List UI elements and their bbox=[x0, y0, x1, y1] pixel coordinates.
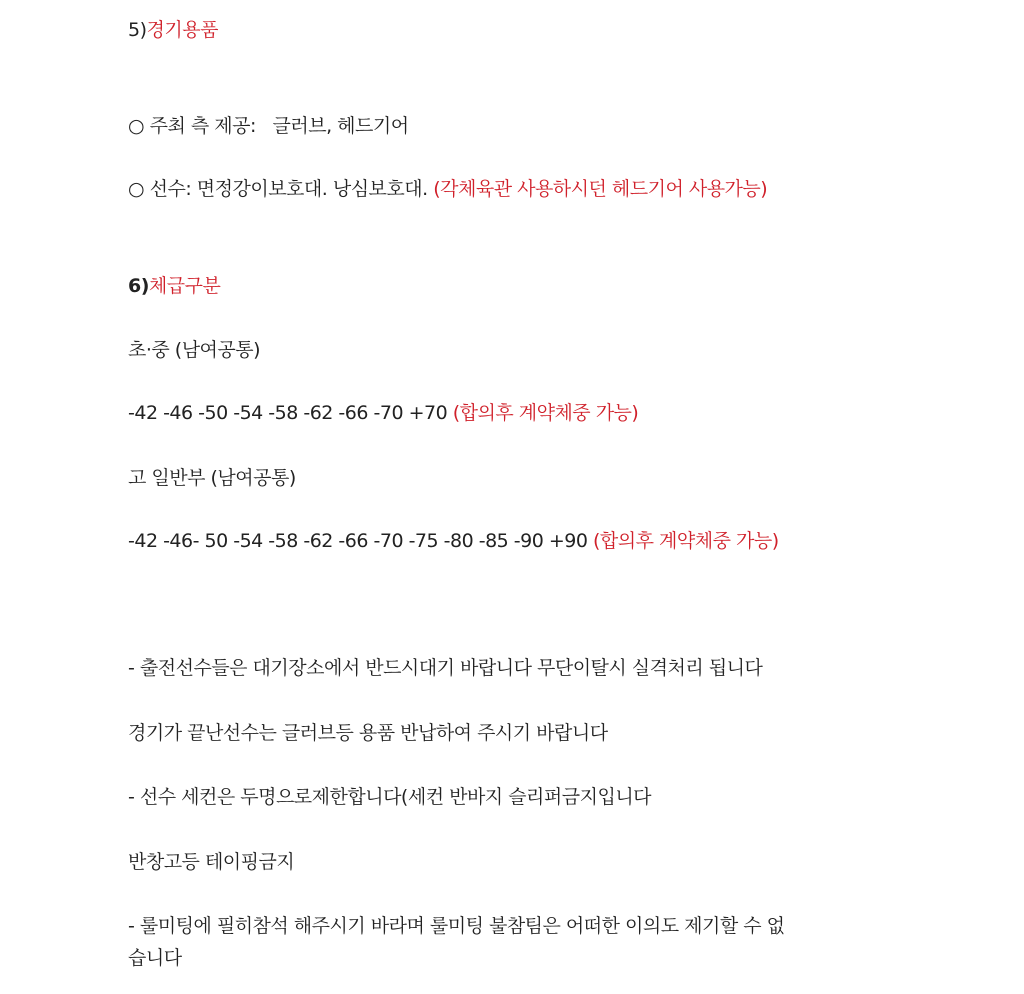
notice-line: - 출전선수들은 대기장소에서 반드시대기 바랍니다 무단이탈시 실격처리 됩니다 bbox=[128, 657, 763, 679]
section-number: 5) bbox=[128, 19, 147, 41]
equipment-item-organizer bbox=[128, 114, 409, 138]
section-title: 경기용품 bbox=[146, 19, 218, 41]
weight-classes-row bbox=[128, 401, 638, 425]
section-number: 6) bbox=[128, 275, 149, 297]
equipment-item-player bbox=[128, 177, 767, 201]
notice-line: 반창고등 테이핑금지 bbox=[128, 851, 295, 873]
section-6-heading bbox=[128, 274, 220, 298]
weight-note: (합의후 계약체중 가능) bbox=[452, 402, 639, 424]
item-text: 주최 측 제공: 글러브, 헤드기어 bbox=[149, 115, 409, 137]
weight-note: (합의후 계약체중 가능) bbox=[593, 530, 779, 552]
weight-classes-row bbox=[128, 529, 779, 553]
section-title: 체급구분 bbox=[148, 275, 221, 297]
notice-line: - 선수 세컨은 두명으로제한합니다(세컨 반바지 슬리퍼금지입니다 bbox=[128, 786, 652, 808]
weight-group-label: 초·중 (남여공통) bbox=[128, 339, 261, 361]
circle-bullet-icon: ○ bbox=[128, 115, 145, 137]
circle-bullet-icon: ○ bbox=[128, 178, 145, 200]
section-5-heading bbox=[128, 18, 218, 42]
notice-line: 습니다 bbox=[128, 947, 182, 969]
weight-group-label: 고 일반부 (남여공통) bbox=[128, 467, 296, 489]
weight-classes: -42 -46- 50 -54 -58 -62 -66 -70 -75 -80 -85 -90 +90 bbox=[128, 530, 588, 552]
notice-line: 경기가 끝난선수는 글러브등 용품 반납하여 주시기 바랍니다 bbox=[128, 722, 608, 744]
item-note: (각체육관 사용하시던 헤드기어 사용가능) bbox=[433, 178, 768, 200]
weight-classes: -42 -46 -50 -54 -58 -62 -66 -70 +70 bbox=[128, 402, 448, 424]
notice-line: - 룰미팅에 필히참석 해주시기 바라며 룰미팅 불참팀은 어떠한 이의도 제기할 수 없 bbox=[128, 915, 785, 937]
item-text: 선수: 면정강이보호대. 낭심보호대. bbox=[149, 178, 428, 200]
